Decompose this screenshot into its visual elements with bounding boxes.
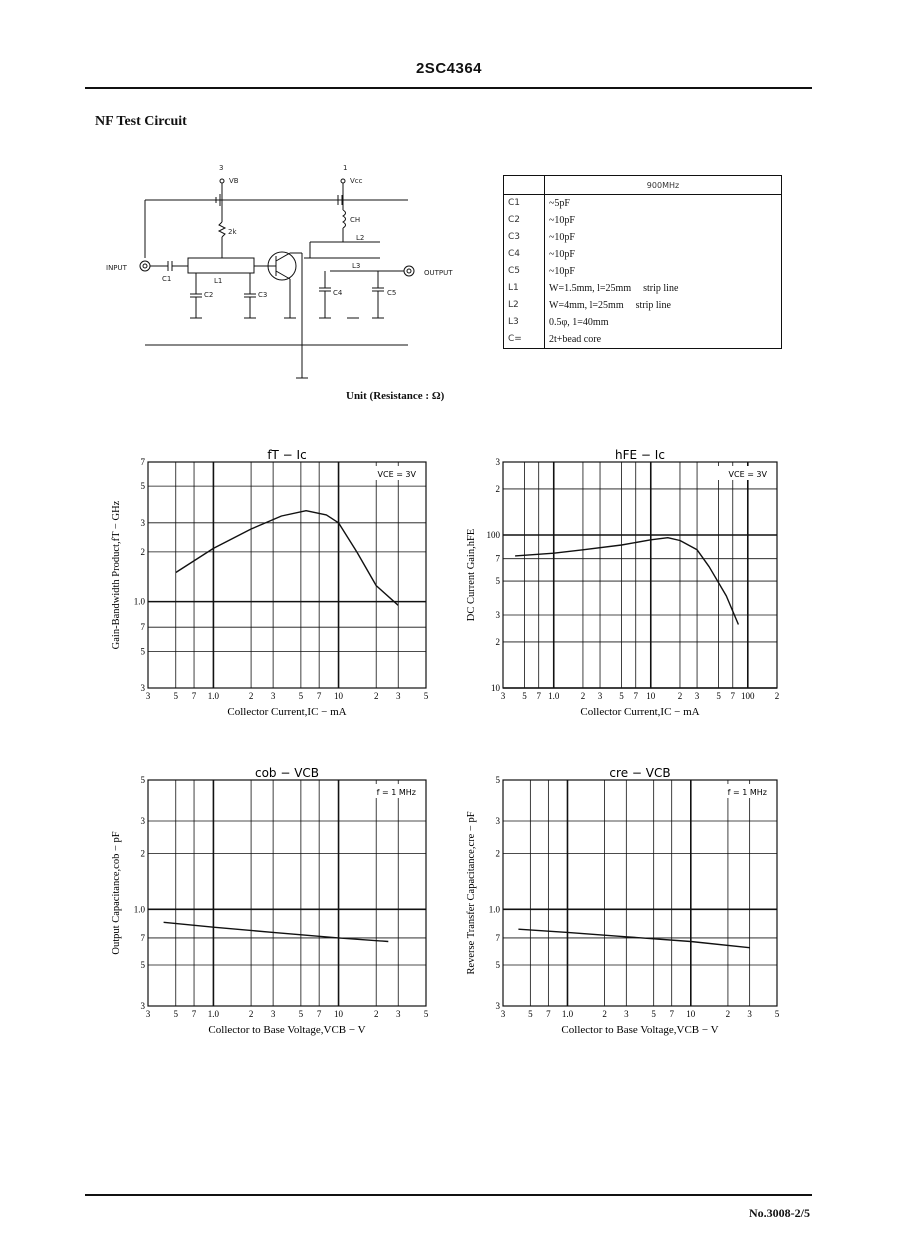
x-tick-label: 2	[677, 691, 683, 701]
x-axis-label: Collector to Base Voltage,VCB − V	[208, 1024, 366, 1036]
x-tick-label: 7	[633, 691, 638, 701]
footer-rule	[85, 1194, 812, 1196]
y-tick-label: 7	[140, 932, 145, 943]
row-key: C2	[504, 212, 545, 229]
x-tick-label: 3	[145, 1009, 151, 1019]
y-tick-label: 7	[140, 457, 145, 467]
choke-label: CH	[350, 216, 361, 224]
pin3-label: 3	[219, 164, 224, 172]
x-axis-label: Collector Current,IC − mA	[580, 706, 700, 718]
x-tick-label: 2	[602, 1009, 607, 1019]
x-tick-label: 5	[298, 691, 304, 701]
x-tick-label: 7	[191, 1009, 197, 1019]
x-tick-label: 5	[528, 1009, 533, 1019]
vb-label: VB	[229, 177, 239, 185]
x-tick-label: 2	[373, 1009, 379, 1019]
x-tick-label: 3	[747, 1009, 752, 1019]
x-tick-label: 3	[624, 1009, 629, 1019]
row-key: C3	[504, 229, 545, 246]
chart-1	[111, 448, 429, 718]
chart-annotation: f = 1 MHz	[727, 788, 767, 797]
y-tick-label: 10	[491, 683, 500, 693]
y-tick-label: 3	[140, 816, 145, 827]
y-tick-label: 5	[140, 646, 145, 657]
y-tick-label: 3	[140, 517, 145, 528]
y-tick-label: 2	[140, 546, 145, 557]
frequency-header: 900MHz	[545, 176, 782, 195]
x-tick-label: 5	[423, 1009, 429, 1019]
chart-3	[111, 766, 429, 1036]
x-tick-label: 7	[546, 1009, 551, 1019]
y-tick-label: 3	[495, 610, 500, 621]
x-tick-label: 5	[173, 1009, 179, 1019]
section-title: NF Test Circuit	[95, 114, 187, 129]
y-tick-label: 1.0	[488, 904, 500, 915]
x-tick-label: 2	[580, 691, 586, 701]
l2-label: L2	[356, 234, 365, 242]
document-number: No.3008-2/5	[749, 1206, 810, 1220]
x-axis-label: Collector Current,IC − mA	[227, 706, 347, 718]
chart-annotation: VCE = 3V	[377, 470, 416, 479]
y-tick-label: 2	[495, 848, 500, 859]
row-value-text: ~10pF	[549, 266, 575, 277]
y-tick-label: 3	[495, 457, 500, 467]
row-value-text: ~10pF	[549, 215, 575, 226]
x-tick-label: 5	[716, 691, 721, 701]
row-value-text: W=4mm, l=25mm	[549, 300, 624, 311]
plot-frame	[148, 462, 426, 688]
x-tick-label: 7	[669, 1009, 674, 1019]
row-key: C4	[504, 246, 545, 263]
chart-2	[466, 448, 779, 718]
x-tick-label: 7	[730, 691, 736, 701]
x-tick-label: 1.0	[548, 691, 560, 701]
x-tick-label: 2	[725, 1009, 731, 1019]
row-value-text: ~5pF	[549, 198, 570, 209]
chart-4	[466, 766, 780, 1036]
y-tick-label: 5	[495, 775, 500, 785]
x-tick-label: 5	[298, 1009, 304, 1019]
resistor-label: 2k	[228, 228, 237, 236]
y-tick-label: 3	[140, 683, 145, 693]
y-tick-label: 2	[495, 636, 500, 647]
x-tick-label: 10	[334, 1009, 344, 1019]
c5-label: C5	[387, 289, 397, 297]
y-tick-label: 5	[495, 576, 500, 587]
x-tick-label: 5	[651, 1009, 656, 1019]
chart-title: cre − VCB	[609, 766, 671, 780]
x-tick-label: 5	[423, 691, 429, 701]
row-key: L1	[504, 280, 545, 297]
y-tick-label: 7	[140, 622, 145, 633]
row-value-text: ~10pF	[549, 232, 575, 243]
x-tick-label: 3	[270, 691, 276, 701]
c2-label: C2	[204, 291, 214, 299]
x-tick-label: 3	[395, 1009, 401, 1019]
y-tick-label: 3	[140, 1001, 145, 1011]
y-axis-label: DC Current Gain,hFE	[466, 528, 477, 622]
part-number: 2SC4364	[415, 60, 483, 77]
pin1-label: 1	[343, 164, 348, 172]
x-tick-label: 1.0	[207, 1009, 220, 1019]
x-tick-label: 3	[694, 691, 700, 701]
chart-title: fT − Ic	[267, 448, 307, 462]
x-tick-label: 3	[270, 1009, 276, 1019]
x-axis-label: Collector to Base Voltage,VCB − V	[561, 1024, 719, 1036]
row-value-text: ~10pF	[549, 249, 575, 260]
x-tick-label: 3	[597, 691, 603, 701]
x-tick-label: 7	[316, 691, 322, 701]
x-tick-label: 5	[522, 691, 527, 701]
row-key: C5	[504, 263, 545, 280]
y-tick-label: 5	[140, 959, 145, 970]
row-key: C=	[504, 331, 545, 348]
x-tick-label: 10	[646, 691, 656, 701]
x-tick-label: 5	[619, 691, 624, 701]
y-tick-label: 1.0	[133, 596, 145, 607]
x-tick-label: 7	[536, 691, 541, 701]
x-tick-label: 5	[173, 691, 179, 701]
plot-frame	[503, 780, 777, 1006]
row-key: C1	[504, 195, 545, 213]
row-value-text: W=1.5mm, l=25mm	[549, 283, 632, 294]
plot-frame	[148, 780, 426, 1006]
y-axis-label: Gain-Bandwidth Product,fT − GHz	[111, 500, 122, 650]
x-tick-label: 5	[774, 1009, 780, 1019]
row-extra: strip line	[635, 300, 671, 311]
x-tick-label: 1.0	[207, 691, 220, 701]
x-tick-label: 3	[500, 1009, 506, 1019]
c3-label: C3	[258, 291, 268, 299]
row-key: L2	[504, 297, 545, 314]
row-value-text: 0.5φ, 1=40mm	[549, 317, 609, 328]
x-tick-label: 2	[774, 691, 780, 701]
x-tick-label: 7	[316, 1009, 322, 1019]
series-line	[164, 922, 389, 941]
y-tick-label: 100	[486, 529, 500, 540]
unit-note: Unit (Resistance : Ω)	[346, 390, 445, 402]
y-tick-label: 5	[140, 481, 145, 492]
input-label: INPUT	[106, 264, 127, 272]
x-tick-label: 2	[373, 691, 379, 701]
y-tick-label: 2	[140, 848, 145, 859]
y-axis-label: Reverse Transfer Capacitance,cre − pF	[466, 811, 477, 975]
y-tick-label: 1.0	[133, 904, 145, 915]
y-tick-label: 5	[140, 775, 145, 785]
row-key: L3	[504, 314, 545, 331]
x-tick-label: 100	[741, 691, 755, 701]
l3-label: L3	[352, 262, 361, 270]
c4-label: C4	[333, 289, 343, 297]
y-tick-label: 5	[495, 959, 500, 970]
y-tick-label: 2	[495, 483, 500, 494]
x-tick-label: 10	[334, 691, 344, 701]
output-label: OUTPUT	[424, 269, 453, 277]
row-extra: strip line	[643, 283, 679, 294]
x-tick-label: 1.0	[561, 1009, 574, 1019]
chart-title: cob − VCB	[254, 766, 320, 780]
x-tick-label: 2	[248, 691, 254, 701]
x-tick-label: 3	[395, 691, 401, 701]
x-tick-label: 3	[145, 691, 151, 701]
series-line	[518, 929, 749, 948]
l1-label: L1	[214, 277, 223, 285]
chart-annotation: f = 1 MHz	[376, 788, 416, 797]
x-tick-label: 3	[500, 691, 506, 701]
y-axis-label: Output Capacitance,cob − pF	[111, 831, 122, 955]
y-tick-label: 3	[495, 1001, 500, 1011]
x-tick-label: 7	[191, 691, 197, 701]
chart-annotation: VCE = 3V	[728, 470, 767, 479]
y-tick-label: 3	[495, 816, 500, 827]
chart-title: hFE − Ic	[615, 448, 665, 462]
plot-frame	[503, 462, 777, 688]
row-value-text: 2t+bead core	[549, 334, 602, 345]
series-line	[176, 511, 398, 606]
y-tick-label: 7	[495, 932, 500, 943]
c1-label: C1	[162, 275, 172, 283]
vcc-label: Vcc	[350, 177, 363, 185]
y-tick-label: 7	[495, 553, 500, 564]
x-tick-label: 2	[248, 1009, 254, 1019]
x-tick-label: 10	[686, 1009, 696, 1019]
